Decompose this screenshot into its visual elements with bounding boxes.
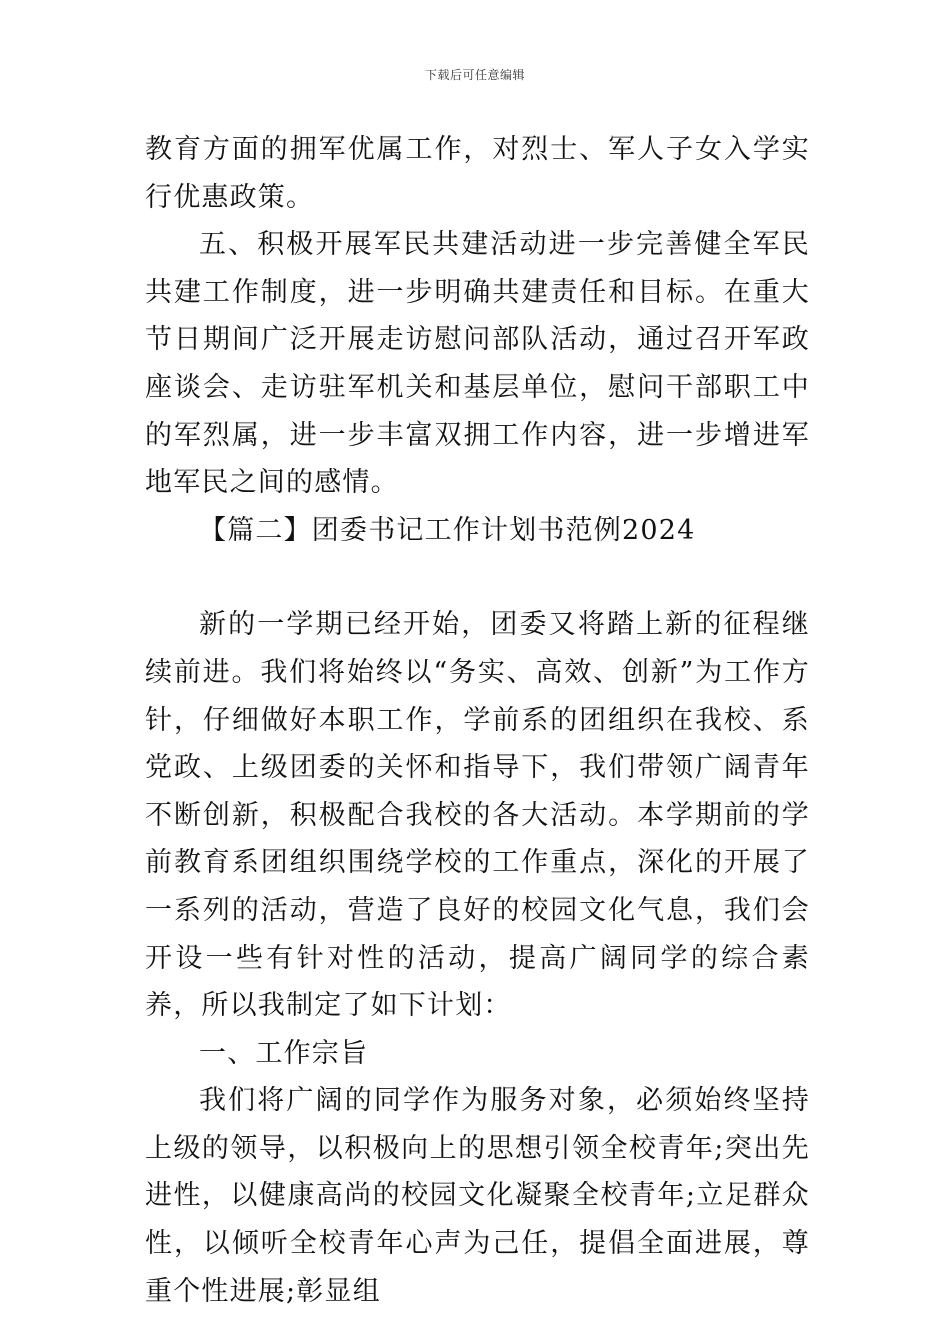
paragraph-continuation: 教育方面的拥军优属工作，对烈士、军人子女入学实行优惠政策。 — [145, 134, 810, 213]
blank-line — [145, 554, 810, 601]
paragraph-section-five: 五、积极开展军民共建活动进一步完善健全军民共建工作制度，进一步明确共建责任和目标。在重大节日期间广泛开展走访慰问部队活动，通过召开军政座谈会、走访驻军机关和基层单位，慰问干部职工中的军烈属，进一步丰富双拥工作内容，进一步增进军地军民之间的感情。 — [145, 229, 810, 499]
paragraph-intro: 新的一学期已经开始，团委又将踏上新的征程继续前进。我们将始终以“务实、高效、创新”为工作方针，仔细做好本职工作，学前系的团组织在我校、系党政、上级团委的关怀和指导下，我们带领广阔青年不断创新，积极配合我校的各大活动。本学期前的学前教育系团组织围绕学校的工作重点，深化的开展了一系列的活动，营造了良好的校园文化气息，我们会开设一些有针对性的活动，提高广阔同学的综合素养，所以我制定了如下计划： — [145, 609, 810, 1022]
section-heading-work-purpose: 一、工作宗旨 — [199, 1037, 369, 1069]
page-header-note: 下载后可任意编辑 — [424, 68, 525, 82]
document-body — [145, 126, 810, 1315]
paragraph-work-purpose: 我们将广阔的同学作为服务对象，必须始终坚持上级的领导，以积极向上的思想引领全校青年;突出先进性，以健康高尚的校园文化凝聚全校青年;立足群众性，以倾听全校青年心声为己任，提倡全面进展，尊重个性进展;彰显组 — [145, 1085, 810, 1307]
article-title-part-two: 【篇二】团委书记工作计划书范例2024 — [199, 514, 696, 546]
